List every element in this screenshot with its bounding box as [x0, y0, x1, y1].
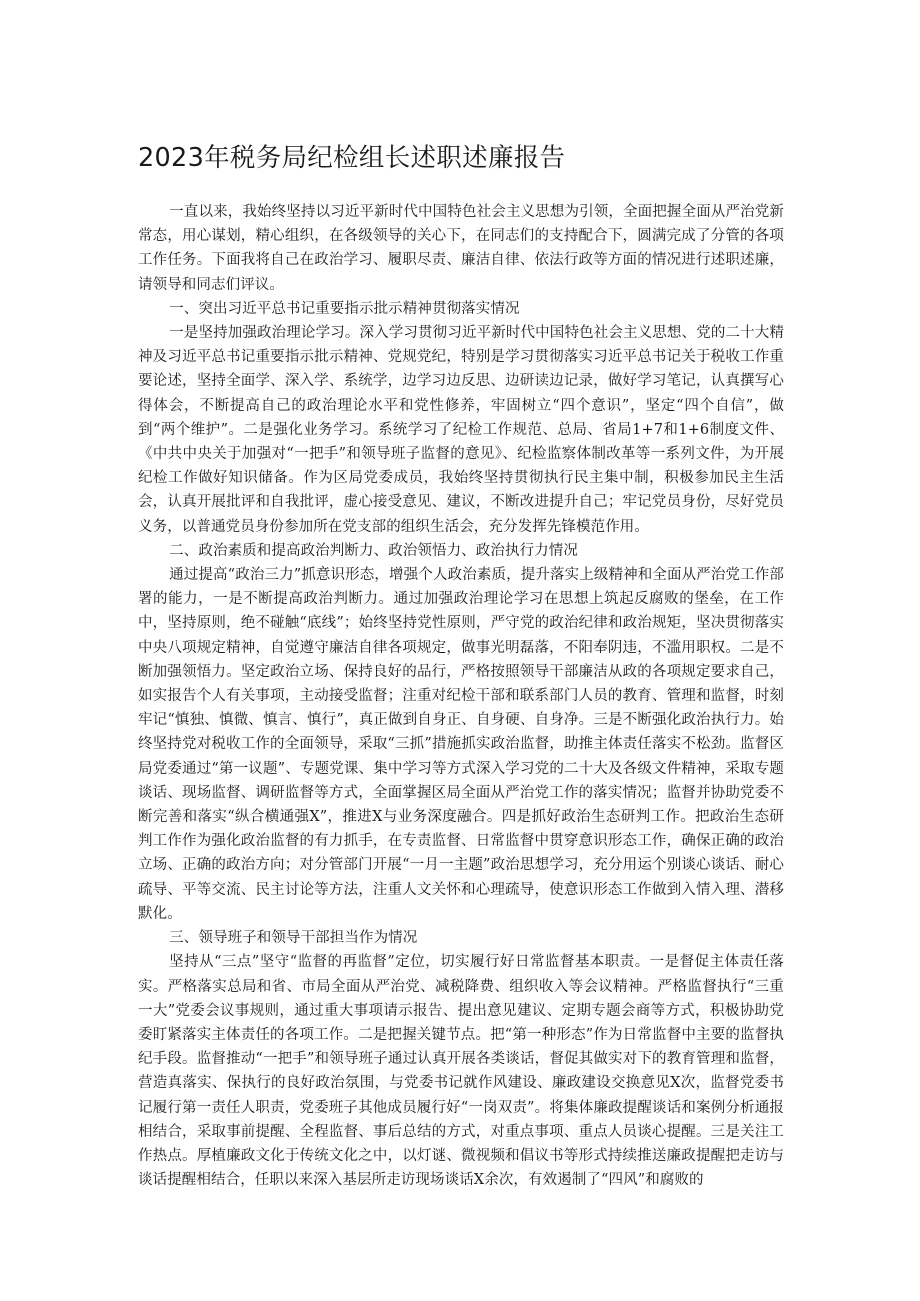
section-heading-3: 三、领导班子和领导干部担当作为情况 [169, 930, 418, 947]
document-title: 2023年税务局纪检组长述职述廉报告 [138, 143, 566, 173]
section-2-paragraph: 通过提高“政治三力”抓意识形态，增强个人政治素质，提升落实上级精神和全面从严治党工作部署的能力，一是不断提高政治判断力。通过加强政治理论学习在思想上筑起反腐败的堡垒，在工作中，坚持原则，绝不碰触“底线”；始终坚持党性原则，严守党的政治纪律和政治规矩，坚决贯彻落实中央八项规定精神，自觉遵守廉洁自律各项规定，做事光明磊落，不阳奉阴违，不滥用职权。二是不断加强领悟力。坚定政治立场、保持良好的品行，严格按照领导干部廉洁从政的各项规定要求自己，如实报告个人有关事项，主动接受监督；注重对纪检干部和联系部门人员的教育、管理和监督，时刻牢记“慎独、慎微、慎言、慎行”，真正做到自身正、自身硬、自身净。三是不断强化政治执行力。始终坚持党对税收工作的全面领导，采取“三抓”措施抓实政治监督，助推主体责任落实不松劲。监督区局党委通过“第一议题”、专题党课、集中学习等方式深入学习党的二十大及各级文件精神，采取专题谈话、现场监督、调研监督等方式，全面掌握区局全面从严治党工作的落实情况；监督并协助党委不断完善和落实“纵合横通强X”，推进X与业务深度融合。四是抓好政治生态研判工作。把政治生态研判工作作为强化政治监督的有力抓手，在专责监督、日常监督中贯穿意识形态工作，确保正确的政治立场、正确的政治方向；对分管部门开展“一月一主题”政治思想学习，充分用运个别谈心谈话、耐心疏导、平等交流、民主讨论等方法，注重人文关怀和心理疏导，使意识形态工作做到入情入理、潜移默化。 [138, 567, 784, 922]
intro-paragraph: 一直以来，我始终坚持以习近平新时代中国特色社会主义思想为引领，全面把握全面从严治党新常态，用心谋划，精心组织，在各级领导的关心下，在同志们的支持配合下，圆满完成了分管的各项工作任务。下面我将自己在政治学习、履职尽责、廉洁自律、依法行政等方面的情况进行述职述廉，请领导和同志们评议。 [138, 204, 784, 293]
section-3-paragraph: 坚持从“三点”坚守“监督的再监督”定位，切实履行好日常监督基本职责。一是督促主体责任落实。严格落实总局和省、市局全面从严治党、减税降费、组织收入等会议精神。严格监督执行“三重一大”党委会议事规则，通过重大事项请示报告、提出意见建议、定期专题会商等方式，积极协助党委盯紧落实主体责任的各项工作。二是把握关键节点。把“第一种形态”作为日常监督中主要的监督执纪手段。监督推动“一把手”和领导班子通过认真开展各类谈话，督促其做实对下的教育管理和监督，营造真落实、保执行的良好政治氛围，与党委书记就作风建设、廉政建设交换意见X次，监督党委书记履行第一责任人职责，党委班子其他成员履行好“一岗双责”。将集体廉政提醒谈话和案例分析通报相结合，采取事前提醒、全程监督、事后总结的方式，对重点事项、重点人员谈心提醒。三是关注工作热点。厚植廉政文化于传统文化之中，以灯谜、微视频和倡议书等形式持续推送廉政提醒把走访与谈话提醒相结合，任职以来深入基层所走访现场谈话X余次，有效遏制了“四风”和腐败的 [138, 954, 784, 1189]
document-page [138, 138, 784, 1192]
document-body [138, 200, 784, 1192]
section-1-paragraph: 一是坚持加强政治理论学习。深入学习贯彻习近平新时代中国特色社会主义思想、党的二十大精神及习近平总书记重要指示批示精神、党规党纪，特别是学习贯彻落实习近平总书记关于税收工作重要论述，坚持全面学、深入学、系统学，边学习边反思、边研读边记录，做好学习笔记，认真撰写心得体会，不断提高自己的政治理论水平和党性修养，牢固树立“四个意识”，坚定“四个自信”，做到“两个维护”。二是强化业务学习。系统学习了纪检工作规范、总局、省局1+7和1+6制度文件、《中共中央关于加强对“一把手”和领导班子监督的意见》、纪检监察体制改革等一系列文件，为开展纪检工作做好知识储备。作为区局党委成员，我始终坚持贯彻执行民主集中制，积极参加民主生活会，认真开展批评和自我批评，虚心接受意见、建议，不断改进提升自己；牢记党员身份，尽好党员义务，以普通党员身份参加所在党支部的组织生活会，充分发挥先锋模范作用。 [138, 325, 784, 535]
section-heading-1: 一、突出习近平总书记重要指示批示精神贯彻落实情况 [169, 300, 520, 317]
section-heading-2: 二、政治素质和提高政治判断力、政治领悟力、政治执行力情况 [169, 542, 578, 559]
